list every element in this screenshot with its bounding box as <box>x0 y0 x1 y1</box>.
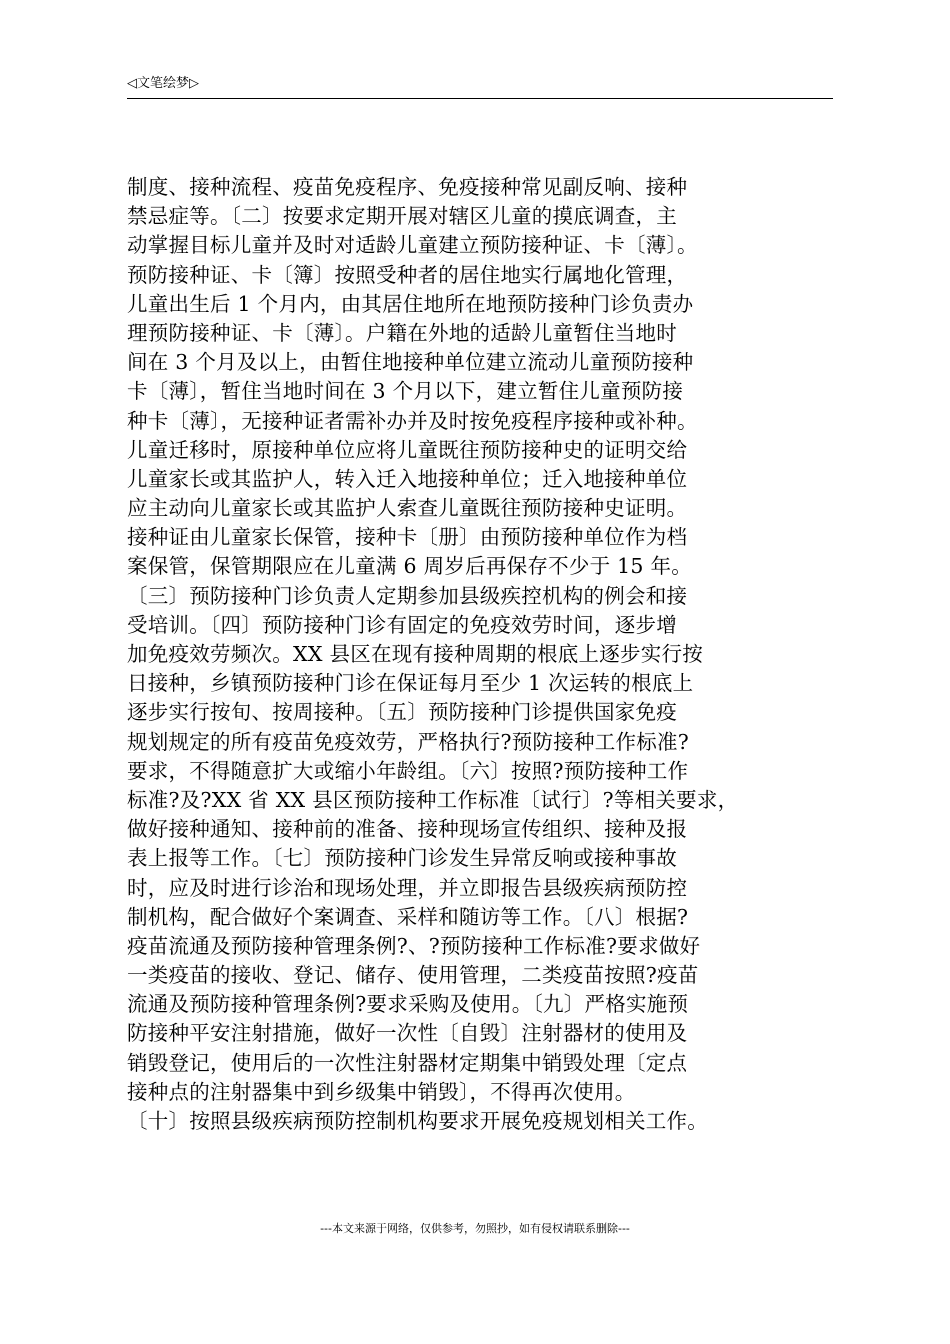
body-line: 动掌握目标儿童并及时对适龄儿童建立预防接种证、卡〔薄〕。 <box>127 233 698 258</box>
body-line: 理预防接种证、卡〔薄〕。户籍在外地的适龄儿童暂住当地时 <box>127 320 677 345</box>
body-line: 卡〔薄〕，暂住当地时间在 3 个月以下，建立暂住儿童预防接 <box>127 379 684 404</box>
body-line: 日接种，乡镇预防接种门诊在保证每月至少 1 次运转的根底上 <box>127 671 694 696</box>
body-line: 〔三〕预防接种门诊负责人定期参加县级疾控机构的例会和接 <box>127 583 688 608</box>
body-line: 案保管，保管期限应在儿童满 6 周岁后再保存不少于 15 年。 <box>127 554 692 579</box>
body-line: 儿童迁移时，原接种单位应将儿童既往预防接种史的证明交给 <box>127 437 688 462</box>
body-line: 间在 3 个月及以上，由暂住地接种单位建立流动儿童预防接种 <box>127 350 694 375</box>
body-line: 预防接种证、卡〔簿〕按照受种者的居住地实行属地化管理， <box>127 262 688 287</box>
body-line: 表上报等工作。〔七〕预防接种门诊发生异常反响或接种事故 <box>127 846 677 871</box>
body-line: 加免疫效劳频次。XX 县区在现有接种周期的根底上逐步实行按 <box>127 642 703 666</box>
body-line: 儿童出生后 1 个月内，由其居住地所在地预防接种门诊负责办 <box>127 291 694 316</box>
body-line: 接种证由儿童家长保管，接种卡〔册〕由预防接种单位作为档 <box>127 525 688 550</box>
body-line: 销毁登记，使用后的一次性注射器材定期集中销毁处理〔定点 <box>127 1050 688 1075</box>
body-line: 防接种平安注射措施，做好一次性〔自毁〕注射器材的使用及 <box>127 1021 688 1046</box>
body-line: 时，应及时进行诊治和现场处理，并立即报告县级疾病预防控 <box>127 875 688 900</box>
body-line: 要求，不得随意扩大或缩小年龄组。〔六〕按照?预防接种工作 <box>127 758 689 783</box>
body-line: 标准?及?XX 省 XX 县区预防接种工作标准〔试行〕?等相关要求， <box>127 787 739 812</box>
body-line: 制机构，配合做好个案调查、采样和随访等工作。〔八〕根据? <box>127 904 689 929</box>
body-line: 逐步实行按旬、按周接种。〔五〕预防接种门诊提供国家免疫 <box>127 700 677 725</box>
body-line: 一类疫苗的接收、登记、储存、使用管理，二类疫苗按照?疫苗 <box>127 963 699 988</box>
body-line: 禁忌症等。〔二〕按要求定期开展对辖区儿童的摸底调查，主 <box>127 204 677 229</box>
body-line: 流通及预防接种管理条例?要求采购及使用。〔九〕严格实施预 <box>127 992 689 1017</box>
body-line: 做好接种通知、接种前的准备、接种现场宣传组织、接种及报 <box>127 817 688 842</box>
page-header <box>127 74 833 99</box>
body-line: 规划规定的所有疫苗免疫效劳，严格执行?预防接种工作标准? <box>127 729 689 754</box>
body-line: 应主动向儿童家长或其监护人索查儿童既往预防接种史证明。 <box>127 496 688 521</box>
body-line: 疫苗流通及预防接种管理条例?、?预防接种工作标准?要求做好 <box>127 933 701 958</box>
body-line: 〔十〕按照县级疾病预防控制机构要求开展免疫规划相关工作。 <box>127 1109 708 1133</box>
body-line: 受培训。〔四〕预防接种门诊有固定的免疫效劳时间，逐步增 <box>127 612 677 637</box>
body-line: 接种点的注射器集中到乡级集中销毁〕，不得再次使用。 <box>127 1079 636 1104</box>
body-line: 种卡〔薄〕，无接种证者需补办并及时按免疫程序接种或补种。 <box>127 408 698 433</box>
document-body <box>127 173 837 1136</box>
header-title: ◁文笔绘梦▷ <box>127 76 199 91</box>
page-footer: ---本文来源于网络，仅供参考，勿照抄，如有侵权请联系删除--- <box>320 1222 630 1235</box>
body-line: 儿童家长或其监护人，转入迁入地接种单位；迁入地接种单位 <box>127 466 688 491</box>
body-line: 制度、接种流程、疫苗免疫程序、免疫接种常见副反响、接种 <box>127 175 688 199</box>
